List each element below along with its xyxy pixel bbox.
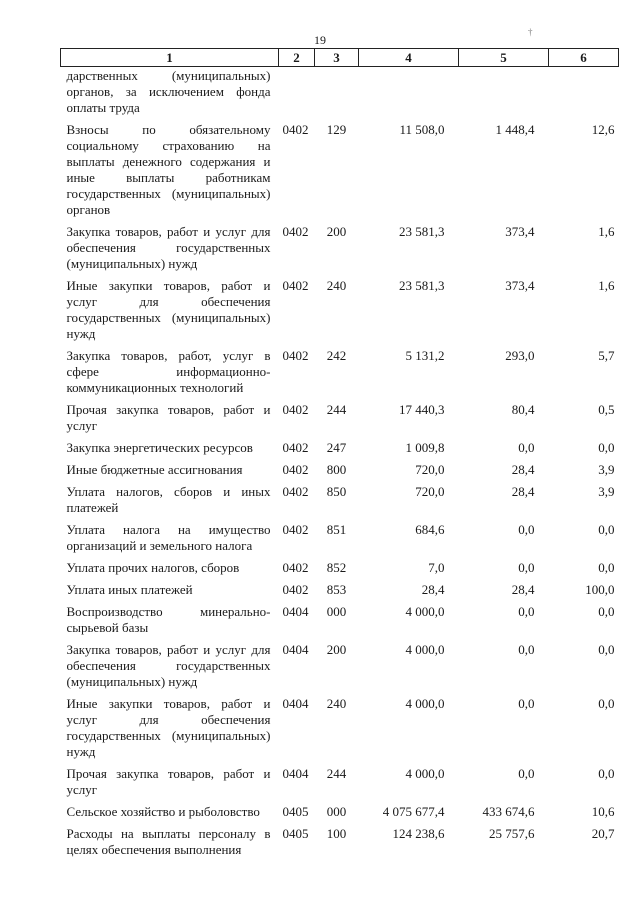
header-col-1: 1 — [61, 49, 279, 67]
table-row — [61, 804, 619, 826]
table-header — [61, 49, 619, 67]
row-percent: 1,6 — [598, 224, 615, 239]
page-number: 19 — [314, 33, 326, 47]
row-expense-type: 242 — [326, 348, 347, 363]
row-plan-value: 720,0 — [415, 484, 445, 499]
row-name: Уплата иных платежей — [66, 582, 193, 597]
row-percent: 0,5 — [598, 402, 615, 417]
row-actual-value: 293,0 — [505, 348, 535, 363]
row-section-code: 0402 — [282, 484, 309, 499]
table-row — [61, 462, 619, 484]
row-section-code: 0402 — [282, 560, 309, 575]
header-col-2: 2 — [279, 49, 315, 67]
header-col-3: 3 — [315, 49, 359, 67]
row-plan-value: 684,6 — [415, 522, 445, 537]
table-row — [61, 484, 619, 522]
row-name: дарственных (муниципальных) органов, за исключением фонда оплаты труда — [66, 68, 271, 115]
table-row — [61, 766, 619, 804]
table-row — [61, 278, 619, 348]
row-section-code: 0404 — [282, 766, 309, 781]
table-row — [61, 826, 619, 864]
row-section-code: 0404 — [282, 604, 309, 619]
row-actual-value: 0,0 — [518, 522, 535, 537]
row-plan-value: 4 075 677,4 — [382, 804, 445, 819]
row-plan-value: 720,0 — [415, 462, 445, 477]
row-actual-value: 373,4 — [505, 224, 535, 239]
row-percent: 3,9 — [598, 462, 615, 477]
row-percent: 12,6 — [591, 122, 615, 137]
table-body — [61, 67, 619, 865]
row-section-code: 0402 — [282, 278, 309, 293]
table-row — [61, 440, 619, 462]
row-percent — [549, 67, 619, 123]
row-plan-value: 4 000,0 — [405, 642, 445, 657]
row-section-code: 0404 — [282, 696, 309, 711]
row-percent: 0,0 — [598, 696, 615, 711]
row-name: Сельское хозяйство и рыболовство — [66, 804, 260, 819]
row-expense-type: 850 — [326, 484, 347, 499]
header-col-4: 4 — [359, 49, 459, 67]
row-name: Уплата налога на имущество организаций и земельного налога — [66, 522, 271, 553]
row-name: Иные закупки товаров, работ и услуг для обеспечения государственных (муниципальных) нужд — [66, 696, 271, 759]
row-percent: 5,7 — [598, 348, 615, 363]
row-expense-type: 000 — [326, 804, 347, 819]
row-section-code: 0402 — [282, 122, 309, 137]
row-section-code: 0402 — [282, 522, 309, 537]
row-name: Иные бюджетные ассигнования — [66, 462, 243, 477]
row-percent: 0,0 — [598, 560, 615, 575]
row-plan-value: 28,4 — [421, 582, 445, 597]
row-name: Прочая закупка товаров, работ и услуг — [66, 402, 271, 433]
header-col-5: 5 — [459, 49, 549, 67]
row-expense-type: 240 — [326, 278, 347, 293]
row-plan-value: 7,0 — [428, 560, 445, 575]
row-percent: 0,0 — [598, 604, 615, 619]
row-actual-value: 28,4 — [511, 462, 535, 477]
table-row — [61, 402, 619, 440]
row-percent: 1,6 — [598, 278, 615, 293]
row-section-code: 0402 — [282, 348, 309, 363]
row-actual-value: 0,0 — [518, 642, 535, 657]
table-row — [61, 604, 619, 642]
row-expense-type: 240 — [326, 696, 347, 711]
table-row — [61, 560, 619, 582]
row-section-code: 0404 — [282, 642, 309, 657]
row-plan-value: 17 440,3 — [399, 402, 445, 417]
row-actual-value: 28,4 — [511, 484, 535, 499]
row-name: Закупка товаров, работ и услуг для обеспечения государственных (муниципальных) нужд — [66, 224, 271, 271]
row-plan-value: 124 238,6 — [392, 826, 445, 841]
row-section-code: 0402 — [282, 440, 309, 455]
row-percent: 10,6 — [591, 804, 615, 819]
row-section-code: 0402 — [282, 224, 309, 239]
table-row — [61, 696, 619, 766]
row-expense-type: 129 — [326, 122, 347, 137]
row-expense-type: 853 — [326, 582, 347, 597]
row-plan-value: 4 000,0 — [405, 696, 445, 711]
row-name: Взносы по обязательному социальному страхованию на выплаты денежного содержания и иные выплаты работникам государственных (муниципальных) органов — [66, 122, 271, 217]
row-percent: 0,0 — [598, 522, 615, 537]
row-actual-value: 0,0 — [518, 560, 535, 575]
row-name: Воспроизводство минерально-сырьевой базы — [66, 604, 271, 635]
page-mark: † — [528, 27, 533, 37]
row-expense-type: 200 — [326, 224, 347, 239]
row-actual-value: 28,4 — [511, 582, 535, 597]
budget-table — [60, 48, 619, 864]
row-plan-value: 11 508,0 — [399, 122, 445, 137]
row-name: Закупка товаров, работ, услуг в сфере информационно-коммуникационных технологий — [66, 348, 271, 395]
row-expense-type: 247 — [326, 440, 347, 455]
row-plan-value: 23 581,3 — [399, 224, 445, 239]
row-percent: 100,0 — [585, 582, 615, 597]
row-actual-value: 0,0 — [518, 440, 535, 455]
row-name: Уплата прочих налогов, сборов — [66, 560, 240, 575]
table-row — [61, 522, 619, 560]
row-section-code: 0402 — [282, 462, 309, 477]
row-actual-value: 433 674,6 — [482, 804, 535, 819]
row-expense-type — [315, 67, 359, 123]
row-section-code — [279, 67, 315, 123]
row-expense-type: 000 — [326, 604, 347, 619]
row-actual-value — [459, 67, 549, 123]
row-plan-value: 4 000,0 — [405, 766, 445, 781]
row-name: Уплата налогов, сборов и иных платежей — [66, 484, 271, 515]
row-section-code: 0402 — [282, 582, 309, 597]
row-percent: 20,7 — [591, 826, 615, 841]
row-name: Закупка товаров, работ и услуг для обеспечения государственных (муниципальных) нужд — [66, 642, 271, 689]
row-section-code: 0405 — [282, 804, 309, 819]
row-expense-type: 851 — [326, 522, 347, 537]
header-row — [61, 49, 619, 67]
row-expense-type: 852 — [326, 560, 347, 575]
table-row — [61, 224, 619, 278]
row-plan-value: 1 009,8 — [405, 440, 445, 455]
row-name: Прочая закупка товаров, работ и услуг — [66, 766, 271, 797]
row-plan-value: 4 000,0 — [405, 604, 445, 619]
row-expense-type: 244 — [326, 402, 347, 417]
row-name: Расходы на выплаты персоналу в целях обеспечения выполнения — [66, 826, 271, 857]
row-percent: 3,9 — [598, 484, 615, 499]
row-percent: 0,0 — [598, 440, 615, 455]
header-col-6: 6 — [549, 49, 619, 67]
row-plan-value: 23 581,3 — [399, 278, 445, 293]
row-expense-type: 244 — [326, 766, 347, 781]
row-actual-value: 0,0 — [518, 604, 535, 619]
row-section-code: 0405 — [282, 826, 309, 841]
row-name: Иные закупки товаров, работ и услуг для обеспечения государственных (муниципальных) нужд — [66, 278, 271, 341]
row-actual-value: 0,0 — [518, 766, 535, 781]
row-expense-type: 200 — [326, 642, 347, 657]
row-expense-type: 100 — [326, 826, 347, 841]
row-plan-value — [359, 67, 459, 123]
row-actual-value: 80,4 — [511, 402, 535, 417]
table-row — [61, 582, 619, 604]
row-plan-value: 5 131,2 — [405, 348, 445, 363]
row-section-code: 0402 — [282, 402, 309, 417]
row-actual-value: 1 448,4 — [495, 122, 535, 137]
table-row — [61, 122, 619, 224]
table-row — [61, 348, 619, 402]
table-row — [61, 67, 619, 123]
row-name: Закупка энергетических ресурсов — [66, 440, 253, 455]
row-actual-value: 373,4 — [505, 278, 535, 293]
row-actual-value: 0,0 — [518, 696, 535, 711]
row-actual-value: 25 757,6 — [489, 826, 535, 841]
row-expense-type: 800 — [326, 462, 347, 477]
row-percent: 0,0 — [598, 642, 615, 657]
row-percent: 0,0 — [598, 766, 615, 781]
table-row — [61, 642, 619, 696]
